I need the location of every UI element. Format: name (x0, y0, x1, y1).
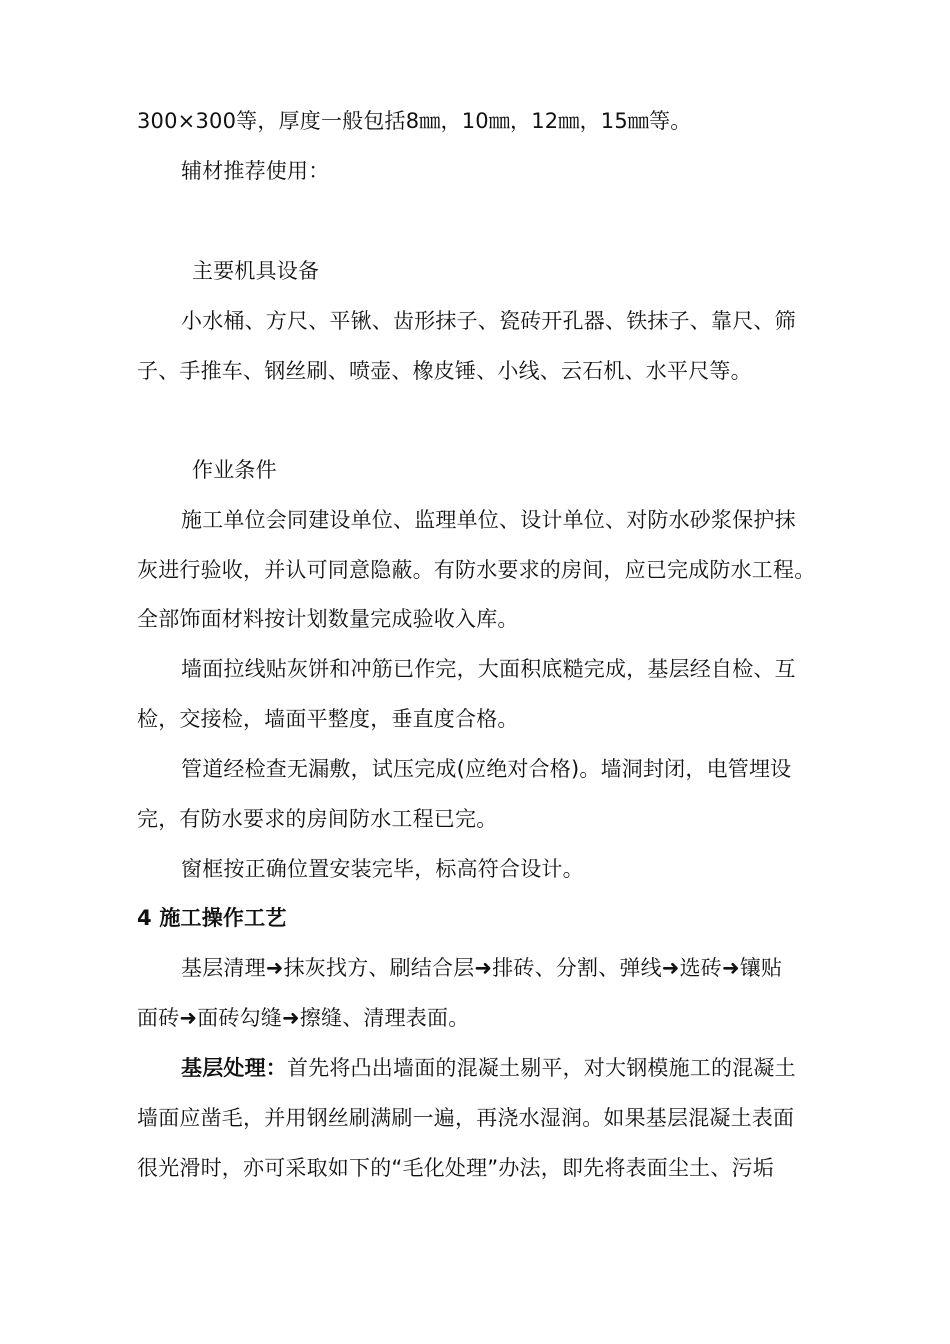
condition-4-line: 窗框按正确位置安装完毕，标高符合设计。 (181, 857, 584, 881)
base-treatment-label: 基层处理： (181, 1056, 287, 1080)
condition-1-line-3: 全部饰面材料按计划数量完成验收入库。 (137, 607, 519, 631)
base-treatment-line-2: 墙面应凿毛，并用钢丝刷满刷一遍，再浇水湿润。如果基层混凝土表面 (137, 1106, 795, 1130)
base-treatment-text: 首先将凸出墙面的混凝土剔平，对大钢模施工的混凝土 (287, 1056, 796, 1080)
equipment-list-line-2: 子、手推车、钢丝刷、喷壶、橡皮锤、小线、云石机、水平尺等。 (137, 359, 752, 383)
condition-3-line-1: 管道经检查无漏敷，试压完成(应绝对合格)。墙洞封闭，电管埋设 (181, 757, 792, 781)
process-flow-line-2: 面砖➜面砖勾缝➜擦缝、清理表面。 (137, 1006, 470, 1030)
equipment-heading: 主要机具设备 (192, 259, 320, 283)
section-4-heading: 4 施工操作工艺 (137, 906, 287, 930)
base-treatment-line-1 (181, 1054, 881, 1082)
process-flow-line-1: 基层清理➜抹灰找方、刷结合层➜排砖、分割、弹线➜选砖➜镶贴 (181, 956, 783, 980)
condition-3-line-2: 完，有防水要求的房间防水工程已完。 (137, 807, 498, 831)
tile-size-line: 300×300等，厚度一般包括8㎜，10㎜，12㎜，15㎜等。 (137, 109, 692, 133)
work-conditions-heading: 作业条件 (192, 458, 277, 482)
condition-1-line-1: 施工单位会同建设单位、监理单位、设计单位、对防水砂浆保护抹 (181, 508, 796, 532)
equipment-list-line-1: 小水桶、方尺、平锹、齿形抹子、瓷砖开孔器、铁抹子、靠尺、筛 (181, 309, 796, 333)
condition-2-line-2: 检，交接检，墙面平整度，垂直度合格。 (137, 707, 519, 731)
auxiliary-materials-line: 辅材推荐使用： (181, 159, 330, 183)
base-treatment-line-3: 很光滑时，亦可采取如下的“毛化处理”办法，即先将表面尘土、污垢 (137, 1156, 774, 1180)
condition-1-line-2: 灰进行验收，并认可同意隐蔽。有防水要求的房间，应已完成防水工程。 (137, 558, 816, 582)
condition-2-line-1: 墙面拉线贴灰饼和冲筋已作完，大面积底糙完成，基层经自检、互 (181, 657, 796, 681)
